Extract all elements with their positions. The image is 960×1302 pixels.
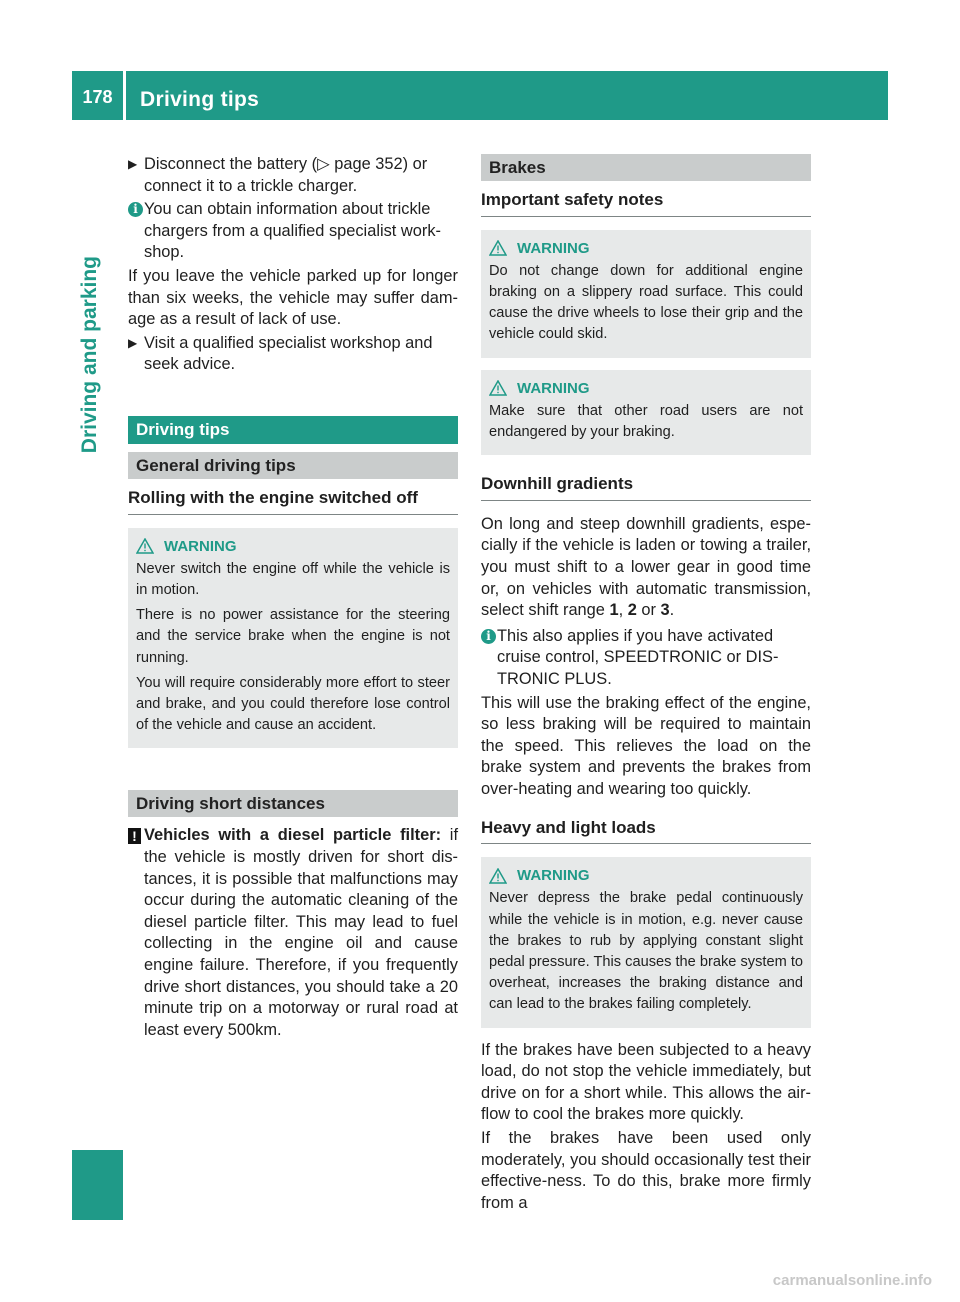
instruction-step <box>128 154 458 197</box>
warning-header <box>136 536 450 557</box>
header-divider <box>123 71 126 120</box>
warning-text: There is no power assistance for the steering and the service brake when the engine is not running. <box>136 607 450 666</box>
separator: . <box>669 601 675 620</box>
watermark: carmanualsonline.info <box>772 1272 932 1289</box>
warning-text: You will require considerably more effort to steer and brake, and you could therefore lose control of the vehicle and cause an accident. <box>136 674 450 734</box>
notice <box>128 825 458 1041</box>
warning-label: WARNING <box>517 867 590 885</box>
heading-rolling: Rolling with the engine switched off <box>128 487 458 515</box>
paragraph: This will use the braking effect of the engine, so less braking will be required to maintain the speed. This relieves the load on the brake system and prevents the brakes from over-heating and wearing too quickly. <box>481 693 811 798</box>
paragraph: If the brakes have been used only moderately, you should occasionally test their effective-ness. To do this, brake more firmly from a <box>481 1128 811 1212</box>
right-column <box>481 154 811 1216</box>
warning-triangle-icon <box>489 240 507 256</box>
step-text: Disconnect the battery (▷ page 352) or connect it to a trickle charger. <box>144 155 428 195</box>
warning-text: Do not change down for additional engine braking on a slippery road surface. This could cause the drive wheels to lose their grip and the vehicle could skid. <box>489 262 803 343</box>
page-title: Driving tips <box>140 88 260 111</box>
warning-box <box>481 370 811 456</box>
warning-label: WARNING <box>164 537 237 555</box>
step-arrow-icon: ▶ <box>128 157 138 171</box>
subsection-heading-short-distances: Driving short distances <box>128 790 458 817</box>
warning-text: Never depress the brake pedal continuously while the vehicle is in motion, e.g. never cause the brakes to rub by applying constant slight pedal pressure. This causes the brake system to overheat, increases the braking distance and can lead to the brakes failing completely. <box>489 890 803 1013</box>
warning-header <box>489 238 803 259</box>
separator: or <box>636 601 661 620</box>
warning-header <box>489 378 803 399</box>
shift-range-2: 2 <box>627 601 637 620</box>
subsection-heading-brakes: Brakes <box>481 154 811 181</box>
warning-box <box>481 230 811 358</box>
info-icon: i <box>481 629 496 644</box>
warning-label: WARNING <box>517 379 590 397</box>
notice-bold: Vehicles with a diesel particle filter: <box>144 826 442 845</box>
page-number: 178 <box>82 87 113 107</box>
warning-box <box>481 857 811 1027</box>
instruction-step <box>128 333 458 376</box>
warning-text: Never switch the engine off while the vehicle is in motion. <box>136 560 450 598</box>
warning-triangle-icon <box>489 868 507 884</box>
warning-header <box>489 865 803 886</box>
notice-text: if the vehicle is mostly driven for short dis-tances, it is possible that malfunctions may occur during the automatic cleaning of the diesel particle filter. This may lead to fuel collecting in the engine oil and cause engine failure. Therefore, if you frequently drive short distances, you should take a 20 minute trip on a motorway or rural road at least every 500km. <box>144 826 459 1039</box>
step-arrow-icon: ▶ <box>128 335 138 350</box>
paragraph-text: On long and steep downhill gradients, espe-cially if the vehicle is laden or towing a trailer, you must shift to a lower gear in good time or, on vehicles with automatic transmission, select shift range <box>481 514 811 620</box>
heading-safety-notes: Important safety notes <box>481 189 811 217</box>
info-text: This also applies if you have activated cruise control, SPEEDTRONIC or DIS-TRONIC PLUS. <box>497 626 779 688</box>
heading-loads: Heavy and light loads <box>481 817 811 845</box>
heading-downhill: Downhill gradients <box>481 473 811 501</box>
exclamation-icon: ! <box>128 828 141 844</box>
paragraph: If you leave the vehicle parked up for longer than six weeks, the vehicle may suffer dam-age as a result of lack of use. <box>128 266 458 329</box>
subsection-heading-general: General driving tips <box>128 452 458 479</box>
separator: , <box>618 601 628 620</box>
shift-range-1: 1 <box>609 601 619 620</box>
side-tab-block <box>72 1150 123 1220</box>
warning-text: Make sure that other road users are not endangered by your braking. <box>489 402 803 441</box>
paragraph: If the brakes have been subjected to a heavy load, do not stop the vehicle immediately, but drive on for a short while. This allows the air-flow to cool the brakes more quickly. <box>481 1040 811 1124</box>
section-heading-driving-tips: Driving tips <box>128 416 458 444</box>
warning-label: WARNING <box>517 239 590 257</box>
info-note <box>128 199 458 264</box>
shift-range-3: 3 <box>660 601 670 620</box>
warning-triangle-icon <box>489 380 507 396</box>
paragraph <box>481 514 811 622</box>
info-text: You can obtain information about trickle chargers from a qualified specialist work-shop. <box>144 200 441 262</box>
warning-triangle-icon <box>136 538 154 554</box>
step-text: Visit a qualified specialist workshop and seek advice. <box>144 333 433 374</box>
side-tab-label: Driving and parking <box>78 256 101 454</box>
info-note <box>481 626 811 691</box>
warning-box <box>128 528 458 749</box>
left-column <box>128 154 458 1043</box>
info-icon: i <box>128 202 143 217</box>
